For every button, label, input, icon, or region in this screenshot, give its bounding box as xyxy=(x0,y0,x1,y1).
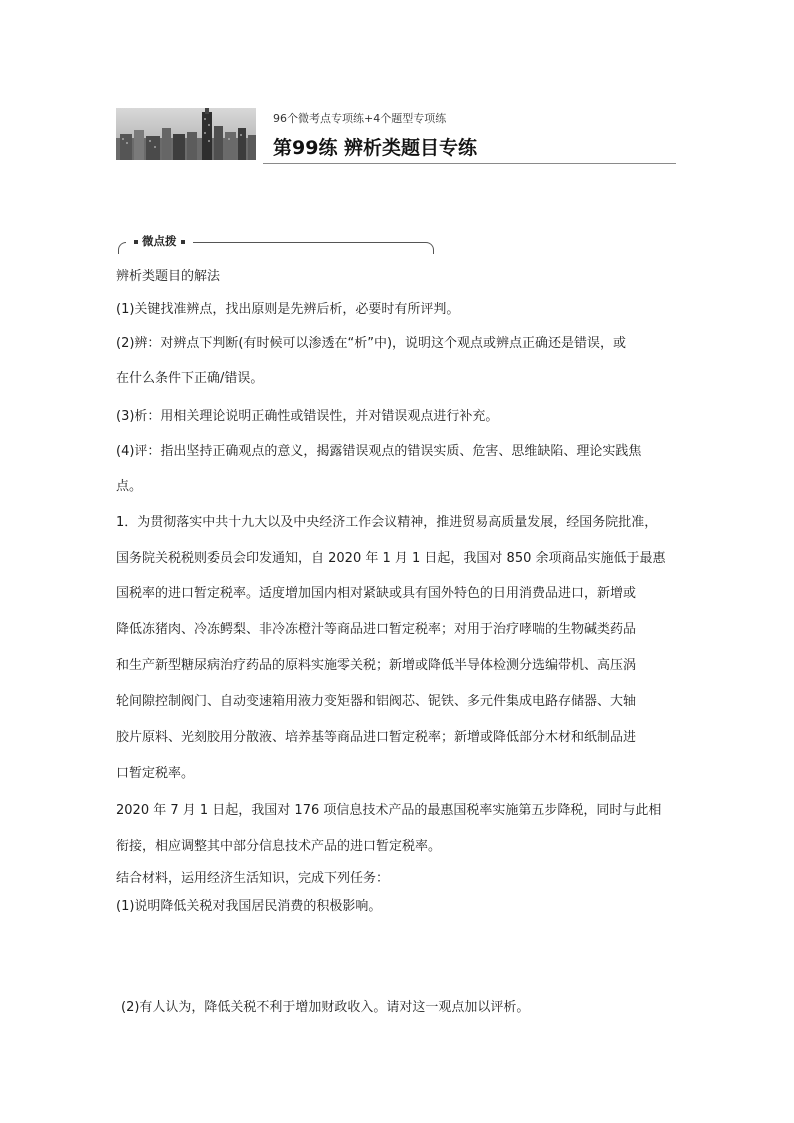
tip-box xyxy=(118,236,434,254)
header-divider xyxy=(263,163,676,164)
square-bullet-icon xyxy=(134,240,138,244)
sub-question-2: (2)有人认为，降低关税不利于增加财政收入。请对这一观点加以评析。 xyxy=(121,1000,530,1015)
method-line: (3)析：用相关理论说明正确性或错误性，并对错误观点进行补充。 xyxy=(116,409,499,424)
page-header xyxy=(116,106,676,162)
page-title: 第99练 辨析类题目专练 xyxy=(273,137,478,159)
method-line: 点。 xyxy=(116,479,143,494)
question-line: 国税率的进口暂定税率。适度增加国内相对紧缺或具有国外特色的日用消费品进口，新增或 xyxy=(116,586,637,601)
tip-label-text: 微点拨 xyxy=(142,234,177,248)
city-skyline-image xyxy=(116,108,256,160)
method-heading: 辨析类题目的解法 xyxy=(116,269,221,284)
question-line: 和生产新型糖尿病治疗药品的原料实施零关税；新增或降低半导体检测分选编带机、高压涡 xyxy=(116,658,637,673)
question-line: 国务院关税税则委员会印发通知，自 2020 年 1 月 1 日起，我国对 850 余项商品实施低于最惠 xyxy=(116,551,666,566)
task-instruction: 结合材料，运用经济生活知识，完成下列任务： xyxy=(116,871,390,886)
tip-label xyxy=(126,233,193,249)
method-line: (1)关键找准辨点，找出原则是先辨后析，必要时有所评判。 xyxy=(116,302,460,317)
question-line: 1．为贯彻落实中共十九大以及中央经济工作会议精神，推进贸易高质量发展，经国务院批准， xyxy=(116,515,658,530)
question-line: 衔接，相应调整其中部分信息技术产品的进口暂定税率。 xyxy=(116,839,442,854)
question-line: 轮间隙控制阀门、自动变速箱用液力变矩器和铝阀芯、铌铁、多元件集成电路存储器、大轴 xyxy=(116,694,637,709)
question-line: 降低冻猪肉、冷冻鳄梨、非冷冻橙汁等商品进口暂定税率；对用于治疗哮喘的生物碱类药品 xyxy=(116,622,637,637)
sub-question-1: (1)说明降低关税对我国居民消费的积极影响。 xyxy=(116,899,382,914)
method-line: (2)辨：对辨点下判断(有时候可以渗透在“析”中)，说明这个观点或辨点正确还是错误，或 xyxy=(116,336,627,351)
question-line: 口暂定税率。 xyxy=(116,766,195,781)
square-bullet-icon xyxy=(181,240,185,244)
question-line: 胶片原料、光刻胶用分散液、培养基等商品进口暂定税率；新增或降低部分木材和纸制品进 xyxy=(116,730,637,745)
method-line: (4)评：指出坚持正确观点的意义，揭露错误观点的错误实质、危害、思维缺陷、理论实践焦 xyxy=(116,444,642,459)
question-line: 2020 年 7 月 1 日起，我国对 176 项信息技术产品的最惠国税率实施第五步降税，同时与此相 xyxy=(116,803,662,818)
series-subtitle: 96个微考点专项练+4个题型专项练 xyxy=(273,112,447,125)
method-line: 在什么条件下正确/错误。 xyxy=(116,371,264,386)
